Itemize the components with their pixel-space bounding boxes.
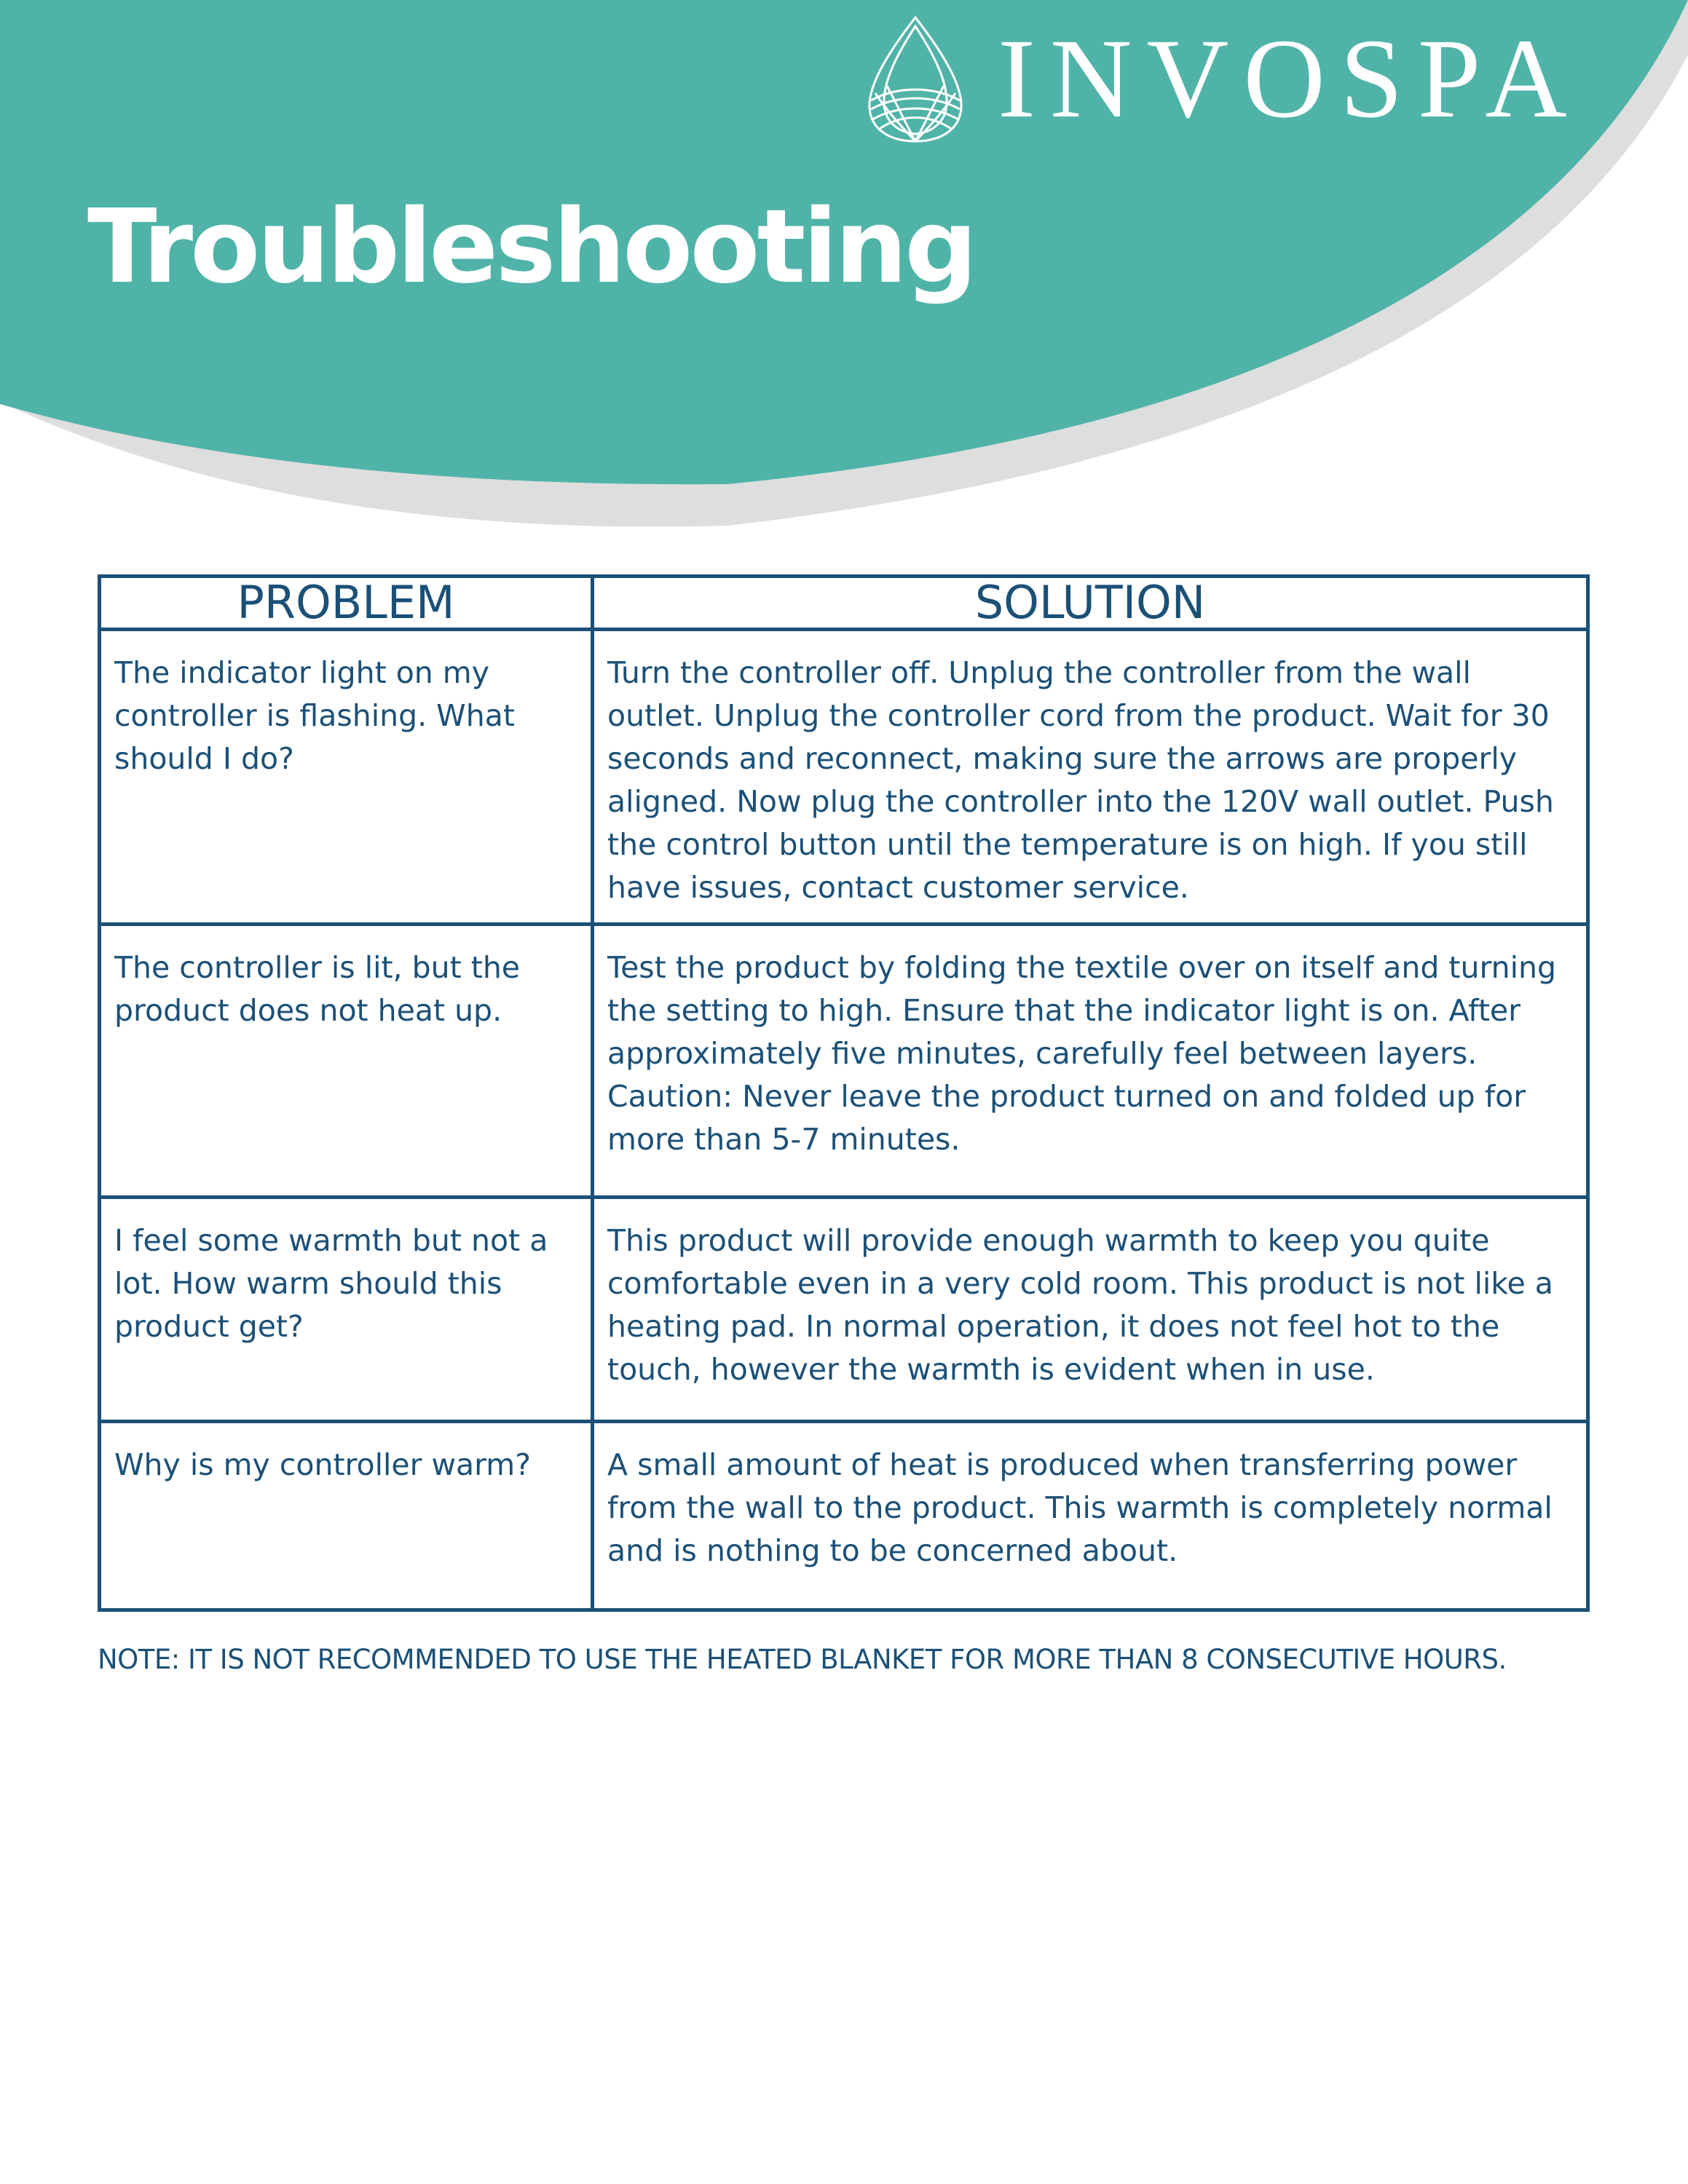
table-row [100, 630, 1588, 925]
problem-cell: The indicator light on my controller is flashing. What should I do? [100, 630, 593, 925]
table-row [100, 925, 1588, 1198]
solution-cell: Test the product by folding the textile over on itself and turning the setting to high. Ensure that the indicator light is on. After approximately five minutes, carefully feel between layers. Caution: Never leave the product turned on and folded up for more than 5-7 minutes. [593, 925, 1588, 1198]
troubleshooting-table [98, 574, 1590, 1612]
brand [861, 13, 1582, 144]
table-row [100, 1198, 1588, 1422]
solution-cell: A small amount of heat is produced when transferring power from the wall to the product. This warmth is completely normal and is nothing to be concerned about. [593, 1422, 1588, 1610]
solution-column-header: SOLUTION [593, 577, 1588, 630]
solution-cell: This product will provide enough warmth to keep you quite comfortable even in a very cold room. This product is not like a heating pad. In normal operation, it does not feel hot to the touch, however the warmth is evident when in use. [593, 1198, 1588, 1422]
page-title: Troubleshooting [87, 188, 975, 306]
problem-cell: Why is my controller warm? [100, 1422, 593, 1610]
solution-cell: Turn the controller off. Unplug the controller from the wall outlet. Unplug the controller cord from the product. Wait for 30 seconds and reconnect, making sure the arrows are properly aligned. Now plug the controller into the 120V wall outlet. Push the control button until the temperature is on high. If you still have issues, contact customer service. [593, 630, 1588, 925]
troubleshooting-table-container [98, 574, 1586, 1612]
droplet-lotus-logo-icon [861, 13, 970, 144]
usage-note: NOTE: IT IS NOT RECOMMENDED TO USE THE HEATED BLANKET FOR MORE THAN 8 CONSECUTIVE HOURS. [98, 1644, 1507, 1675]
table-header-row [100, 577, 1588, 630]
brand-name: INVOSPA [998, 15, 1582, 141]
problem-column-header: PROBLEM [100, 577, 593, 630]
table-row [100, 1422, 1588, 1610]
problem-cell: The controller is lit, but the product does not heat up. [100, 925, 593, 1198]
problem-cell: I feel some warmth but not a lot. How warm should this product get? [100, 1198, 593, 1422]
